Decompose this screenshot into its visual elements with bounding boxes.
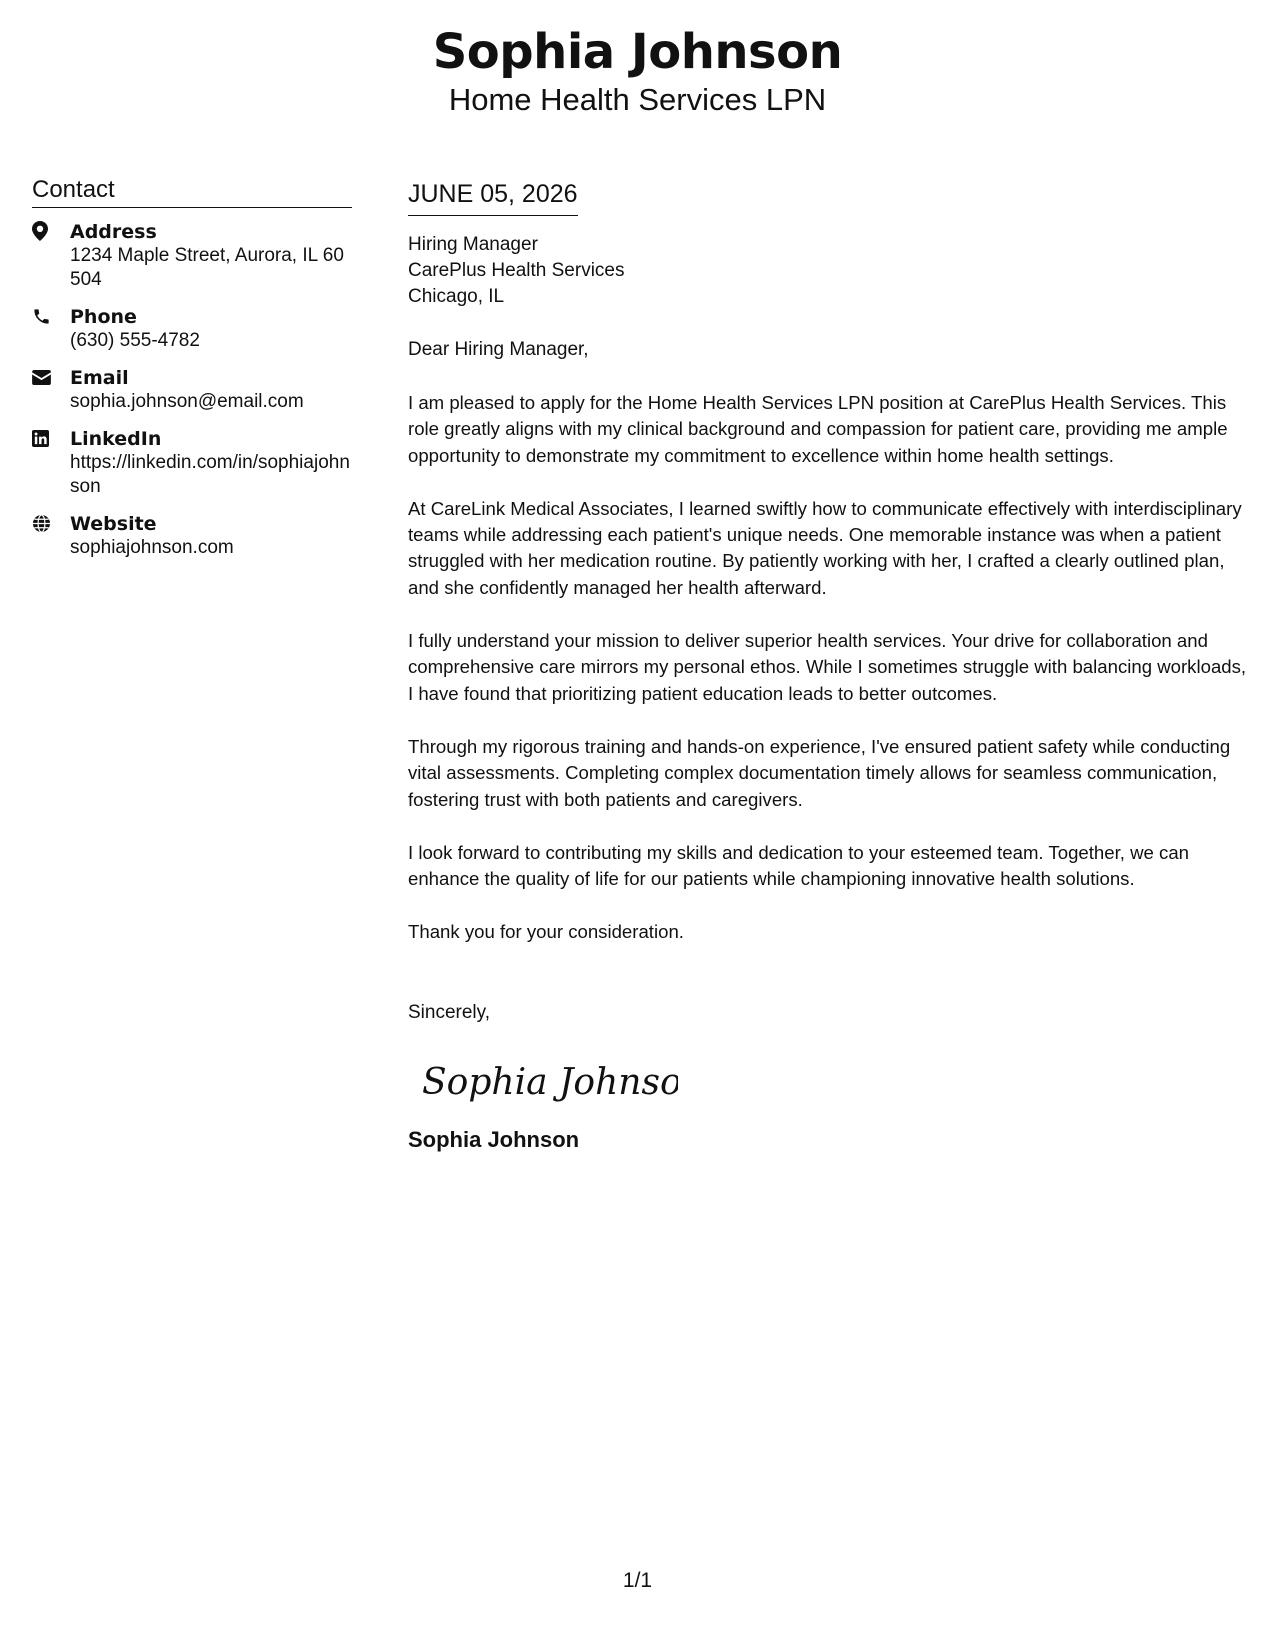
letter-paragraph: I fully understand your mission to deliver superior health services. Your drive for collaboration and comprehensive care mirrors my personal ethos. While I sometimes struggle with balancing workloads, I have found that prioritizing patient education leads to better outcomes. <box>408 630 1247 704</box>
location-pin-icon <box>32 220 70 242</box>
contact-label-phone: Phone <box>70 306 137 328</box>
contact-item-linkedin <box>32 427 352 499</box>
contact-item-email <box>32 366 352 414</box>
letter-paragraph: I am pleased to apply for the Home Health Services LPN position at CarePlus Health Services. This role greatly aligns with my clinical background and compassion for patient care, providing me ample opportunity to demonstrate my commitment to excellence within home health settings. <box>408 392 1228 466</box>
signer-name: Sophia Johnson <box>408 1126 580 1152</box>
letter-greeting: Dear Hiring Manager, <box>408 339 589 360</box>
letter-paragraph: Thank you for your consideration. <box>408 921 684 943</box>
globe-icon <box>32 512 70 534</box>
resume-header <box>0 22 1275 118</box>
contact-list <box>32 220 352 560</box>
phone-icon <box>32 305 70 327</box>
handwritten-signature <box>418 1052 678 1112</box>
letter-date: JUNE 05, 2026 <box>408 177 578 216</box>
recipient-line: Hiring Manager <box>408 234 538 255</box>
letter-closing: Sincerely, <box>408 1001 491 1023</box>
contact-value-linkedin[interactable]: https://linkedin.com/in/sophiajohnson <box>70 452 350 497</box>
contact-value-address: 1234 Maple Street, Aurora, IL 60504 <box>70 245 344 290</box>
letter-paragraph: I look forward to contributing my skills and dedication to your esteemed team. Together, we can enhance the quality of life for our patients while championing innovative health solutions. <box>408 841 1190 890</box>
contact-section-title: Contact <box>32 175 352 208</box>
applicant-name: Sophia Johnson <box>432 24 843 80</box>
recipient-block <box>408 232 1248 310</box>
contact-item-address <box>32 220 352 292</box>
envelope-icon <box>32 366 70 388</box>
contact-label-linkedin: LinkedIn <box>70 428 162 450</box>
contact-value-phone: (630) 555-4782 <box>70 330 200 351</box>
linkedin-icon <box>32 427 70 449</box>
contact-value-website[interactable]: sophiajohnson.com <box>70 537 234 558</box>
page-number: 1/1 <box>622 1569 653 1592</box>
contact-value-email[interactable]: sophia.johnson@email.com <box>70 391 304 412</box>
job-title: Home Health Services LPN <box>448 82 827 117</box>
contact-item-website <box>32 512 352 560</box>
recipient-line: CarePlus Health Services <box>408 260 625 281</box>
letter-body <box>408 177 1248 1154</box>
contact-item-phone <box>32 305 352 353</box>
contact-sidebar <box>32 175 352 573</box>
signature-text: Sophia Johnson <box>422 1061 678 1103</box>
contact-label-email: Email <box>70 367 129 389</box>
contact-label-address: Address <box>70 221 157 243</box>
letter-paragraph: Through my rigorous training and hands-on experience, I've ensured patient safety while conducting vital assessments. Completing complex documentation timely allows for seamless communication, fostering trust with both patients and caregivers. <box>408 735 1231 810</box>
recipient-line: Chicago, IL <box>408 286 505 307</box>
letter-paragraph: At CareLink Medical Associates, I learned swiftly how to communicate effectively with interdisciplinary teams while addressing each patient's unique needs. One memorable instance was when a patient struggled with her medication routine. By patiently working with her, I crafted a clearly outlined plan, and she confidently managed her health afterward. <box>408 497 1242 598</box>
contact-label-website: Website <box>70 513 157 535</box>
